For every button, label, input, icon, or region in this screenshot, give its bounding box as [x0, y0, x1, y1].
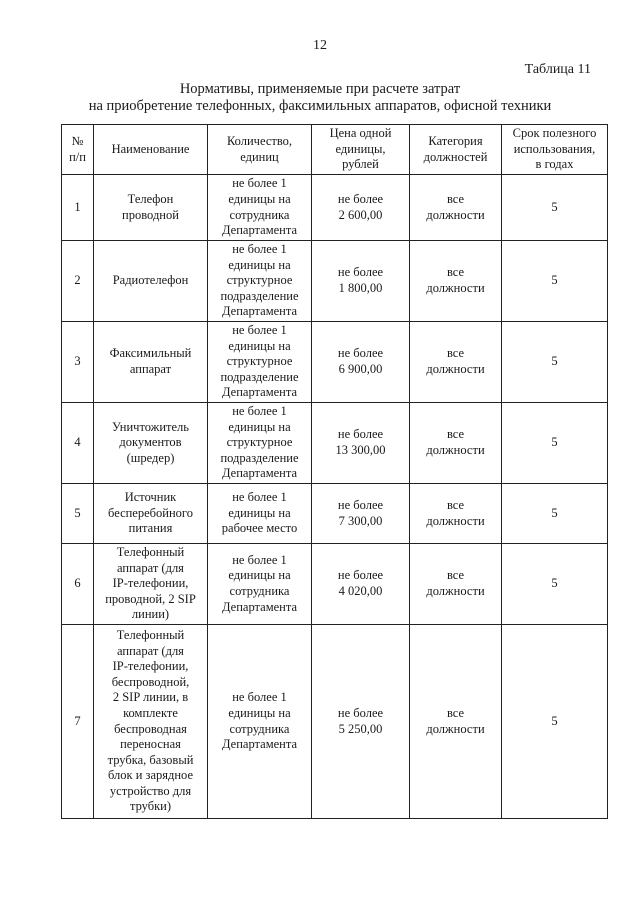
- cell-line: подразделение: [220, 288, 299, 303]
- cell-line: Категория: [428, 133, 483, 148]
- cell-line: 13 300,00: [335, 443, 386, 457]
- cell-line: не более 1: [232, 176, 287, 191]
- cell-line: не более 1: [232, 323, 287, 338]
- cell-line: Департамента: [221, 466, 298, 481]
- cell-line: сотрудника: [229, 721, 290, 736]
- cell-line: сотрудника: [229, 207, 290, 222]
- cell-number: 7: [62, 625, 94, 819]
- cell-line: 4 020,00: [338, 584, 383, 598]
- cell-line: подразделение: [220, 450, 299, 465]
- cell-line: должности: [426, 281, 485, 295]
- cell-category: [410, 544, 502, 625]
- cell-line: беспроводная: [114, 721, 187, 736]
- cell-line: №: [71, 133, 84, 148]
- cell-line: структурное: [226, 273, 293, 288]
- cell-line: 7 300,00: [338, 513, 383, 528]
- cell-term: 5: [502, 625, 608, 819]
- cell-line: бесперебойного: [108, 505, 193, 520]
- cell-line: п/п: [69, 149, 86, 164]
- cell-line: все: [446, 497, 465, 512]
- cell-line: все: [446, 427, 465, 442]
- cell-line: должности: [426, 513, 485, 528]
- cell-line: линии): [131, 607, 170, 622]
- cell-number: 1: [62, 175, 94, 241]
- cell-name: [94, 241, 208, 322]
- cell-line: рублей: [342, 157, 379, 172]
- cell-line: все: [446, 265, 465, 280]
- cell-price: [312, 175, 410, 241]
- header-name: [94, 125, 208, 175]
- cell-quantity: [208, 484, 312, 544]
- cell-name: [94, 484, 208, 544]
- cell-line: не более 1: [232, 552, 287, 567]
- cell-line: проводной, 2 SIP: [105, 591, 196, 606]
- cell-line: не более 1: [232, 242, 287, 257]
- cell-line: не более: [337, 427, 384, 442]
- cell-line: единицы на: [228, 568, 291, 583]
- cell-line: Департамента: [221, 599, 298, 614]
- cell-line: не более: [337, 346, 384, 361]
- cell-line: не более 1: [232, 690, 287, 705]
- cell-line: 1 800,00: [338, 281, 383, 295]
- cell-category: [410, 625, 502, 819]
- title-line: на приобретение телефонных, факсимильных аппаратов, офисной техники: [88, 98, 552, 114]
- cell-line: беспроводной,: [111, 674, 190, 689]
- cell-category: [410, 403, 502, 484]
- cell-line: 6 900,00: [338, 362, 383, 376]
- cell-category: [410, 322, 502, 403]
- cell-number: 5: [62, 484, 94, 544]
- cell-line: документов: [119, 435, 182, 450]
- cell-line: рабочее место: [221, 521, 298, 536]
- cell-line: 2 SIP линии, в: [112, 690, 189, 705]
- cell-price: [312, 544, 410, 625]
- cell-line: не более 1: [232, 404, 287, 419]
- cell-line: аппарат: [129, 362, 172, 376]
- header-term: [502, 125, 608, 175]
- cell-line: Уничтожитель: [112, 419, 189, 434]
- cell-quantity: [208, 625, 312, 819]
- cell-number: 3: [62, 322, 94, 403]
- cell-line: Телефонный: [116, 545, 185, 560]
- page-number: 12: [313, 38, 327, 53]
- cell-line: должности: [426, 207, 485, 222]
- cell-line: в годах: [535, 157, 574, 172]
- cell-line: 2 600,00: [338, 207, 383, 222]
- cell-line: Цена одной: [329, 126, 392, 141]
- cell-name: [94, 175, 208, 241]
- cell-line: должности: [426, 443, 485, 457]
- cell-quantity: [208, 241, 312, 322]
- cell-line: Телефонный: [116, 627, 185, 642]
- cell-line: единицы на: [228, 191, 291, 206]
- cell-line: все: [446, 568, 465, 583]
- header-number: [62, 125, 94, 175]
- cell-line: единицы на: [228, 705, 291, 720]
- cell-line: аппарат (для: [117, 643, 184, 658]
- cell-line: Наименование: [111, 141, 190, 156]
- cell-quantity: [208, 175, 312, 241]
- cell-line: не более: [337, 497, 384, 512]
- cell-line: Факсимильный: [109, 346, 192, 361]
- cell-term: 5: [502, 175, 608, 241]
- cell-line: Департамента: [221, 385, 298, 400]
- cell-line: трубки): [129, 799, 172, 814]
- table-row: [62, 544, 608, 625]
- cell-line: не более: [337, 265, 384, 280]
- cell-line: не более 1: [232, 490, 287, 505]
- document-title: [0, 81, 640, 115]
- cell-category: [410, 241, 502, 322]
- cell-category: [410, 175, 502, 241]
- table-row: [62, 241, 608, 322]
- cell-line: должностей: [423, 149, 488, 164]
- cell-quantity: [208, 403, 312, 484]
- cell-quantity: [208, 322, 312, 403]
- table-header-row: [62, 125, 608, 175]
- cell-name: [94, 625, 208, 819]
- cell-line: должности: [426, 362, 485, 376]
- cell-line: IP-телефонии,: [112, 659, 189, 674]
- cell-line: структурное: [226, 354, 293, 369]
- table-row: [62, 484, 608, 544]
- table-label: Таблица 11: [524, 62, 591, 77]
- cell-line: проводной: [122, 207, 179, 222]
- cell-term: 5: [502, 544, 608, 625]
- cell-price: [312, 322, 410, 403]
- norms-table: [61, 124, 608, 819]
- cell-term: 5: [502, 241, 608, 322]
- cell-line: комплекте: [123, 705, 178, 720]
- cell-line: устройство для: [109, 783, 192, 798]
- cell-number: 4: [62, 403, 94, 484]
- cell-line: 5 250,00: [338, 721, 383, 736]
- header-price: [312, 125, 410, 175]
- cell-category: [410, 484, 502, 544]
- cell-line: Департамента: [221, 737, 298, 752]
- header-category: [410, 125, 502, 175]
- cell-line: Телефон: [127, 191, 174, 206]
- cell-line: единицы на: [228, 257, 291, 272]
- cell-name: [94, 322, 208, 403]
- cell-name: [94, 544, 208, 625]
- cell-line: Источник: [124, 490, 177, 505]
- cell-price: [312, 484, 410, 544]
- cell-line: единиц: [240, 149, 279, 164]
- cell-line: блок и зарядное: [107, 768, 194, 783]
- cell-line: использования,: [513, 141, 596, 156]
- table-row: [62, 403, 608, 484]
- cell-name: [94, 403, 208, 484]
- cell-price: [312, 625, 410, 819]
- cell-line: должности: [426, 721, 485, 736]
- table-row: [62, 175, 608, 241]
- header-quantity: [208, 125, 312, 175]
- cell-line: не более: [337, 705, 384, 720]
- cell-line: переносная: [120, 737, 181, 752]
- cell-number: 2: [62, 241, 94, 322]
- cell-number: 6: [62, 544, 94, 625]
- cell-line: единицы на: [228, 505, 291, 520]
- cell-line: не более: [337, 191, 384, 206]
- cell-line: все: [446, 191, 465, 206]
- table-row: [62, 322, 608, 403]
- cell-term: 5: [502, 484, 608, 544]
- cell-price: [312, 403, 410, 484]
- cell-line: IP-телефонии,: [112, 576, 189, 591]
- cell-line: все: [446, 346, 465, 361]
- cell-line: питания: [128, 521, 173, 536]
- cell-line: единицы на: [228, 419, 291, 434]
- cell-line: структурное: [226, 435, 293, 450]
- cell-line: трубка, базовый: [107, 752, 194, 767]
- cell-line: Количество,: [226, 133, 293, 148]
- cell-line: все: [446, 705, 465, 720]
- cell-term: 5: [502, 322, 608, 403]
- cell-line: Срок полезного: [512, 126, 597, 141]
- table-row: [62, 625, 608, 819]
- cell-line: аппарат (для: [117, 560, 184, 575]
- cell-line: не более: [337, 568, 384, 583]
- cell-line: Департамента: [221, 304, 298, 319]
- cell-term: 5: [502, 403, 608, 484]
- cell-quantity: [208, 544, 312, 625]
- cell-price: [312, 241, 410, 322]
- cell-line: единицы на: [228, 338, 291, 353]
- cell-line: Радиотелефон: [112, 273, 189, 288]
- cell-line: сотрудника: [229, 584, 290, 598]
- cell-line: должности: [426, 584, 485, 598]
- cell-line: подразделение: [220, 369, 299, 384]
- cell-line: Департамента: [221, 223, 298, 238]
- cell-line: (шредер): [126, 450, 175, 465]
- title-line: Нормативы, применяемые при расчете затрат: [179, 81, 461, 97]
- cell-line: единицы,: [335, 141, 386, 156]
